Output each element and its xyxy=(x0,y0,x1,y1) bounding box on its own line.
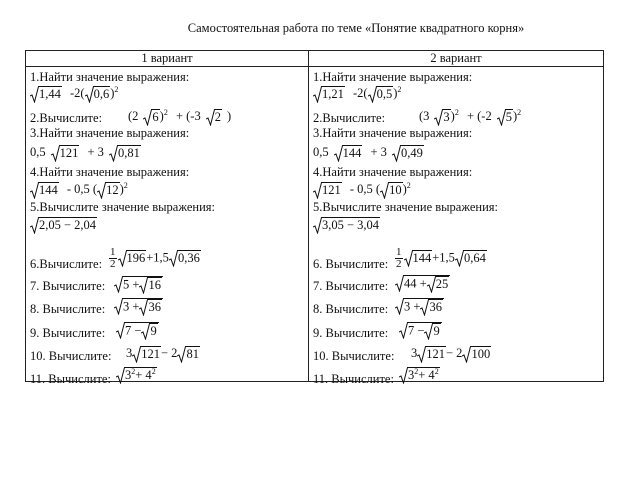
radical xyxy=(434,109,450,126)
radicand: 10 xyxy=(389,182,402,197)
radical xyxy=(116,322,159,340)
radical xyxy=(30,217,97,234)
radicand: 2,05 − 2,04 xyxy=(39,217,97,232)
expr-part: +1,5 xyxy=(146,250,169,265)
radical xyxy=(51,145,80,162)
radicand: 6 xyxy=(152,109,159,124)
radical xyxy=(427,276,450,293)
expr-part: 7 − xyxy=(125,323,142,338)
variant-1-header: 1 вариант xyxy=(26,51,309,67)
task-7-expression xyxy=(395,275,450,293)
radical xyxy=(177,346,200,363)
radical xyxy=(313,86,345,103)
radical xyxy=(30,182,59,199)
expr-part: - 0,5 ( xyxy=(66,182,98,196)
header-row xyxy=(26,51,604,67)
expr-part: 0,5 xyxy=(30,145,46,159)
radical xyxy=(420,299,443,316)
expr-part: 3 xyxy=(125,367,132,382)
task-6-expression xyxy=(109,247,201,270)
exponent: 2 xyxy=(454,107,459,117)
task-11-expression xyxy=(399,366,440,384)
task-9-expression xyxy=(116,322,159,340)
task-1-text: 1.Найти значение выражения: xyxy=(313,70,473,84)
task-5-text: 5.Вычислите значение выражения: xyxy=(30,200,215,214)
task-6-text: 6.Вычислите: xyxy=(30,257,103,271)
radical xyxy=(497,109,513,126)
radical xyxy=(313,182,342,199)
radicand: 0,49 xyxy=(400,145,423,160)
task-11-expression xyxy=(116,366,157,384)
radical xyxy=(139,277,162,294)
task-5-expression xyxy=(30,216,97,234)
expr-part: ) xyxy=(402,182,407,196)
task-2-text: 2.Вычислите: xyxy=(30,111,103,125)
exponent: 2 xyxy=(406,180,411,190)
radical xyxy=(206,109,222,126)
task-4-expression xyxy=(313,181,411,199)
radicand: 196 xyxy=(126,251,146,265)
expr-part: -2( xyxy=(70,86,85,100)
fraction xyxy=(109,247,117,270)
radicand xyxy=(407,367,440,384)
task-8-text: 8. Вычислите: xyxy=(313,302,389,316)
expr-part: + 4 xyxy=(135,367,152,382)
expr-part: ) xyxy=(159,109,164,123)
expr-part: ) xyxy=(110,86,115,100)
task-10-text: 10. Вычислите: xyxy=(30,349,112,363)
fraction xyxy=(395,247,403,270)
radical xyxy=(380,182,403,199)
task-7-text: 7. Вычислите: xyxy=(313,279,389,293)
radicand xyxy=(124,367,157,384)
exponent: 2 xyxy=(114,84,119,94)
expr-part: ) xyxy=(119,182,124,196)
exponent: 2 xyxy=(123,180,128,190)
expr-part: − 2 xyxy=(446,346,463,360)
radical xyxy=(313,217,380,234)
radical xyxy=(404,250,433,267)
radicand: 16 xyxy=(148,278,161,293)
task-8-expression xyxy=(395,298,444,316)
expr-part: 3 xyxy=(408,367,415,382)
radicand: 1,44 xyxy=(39,86,61,101)
radicand: 81 xyxy=(186,346,199,361)
task-10-expression xyxy=(411,345,491,363)
expr-part: + 3 xyxy=(87,145,104,159)
worksheet-table xyxy=(25,50,604,386)
expr-part: − 2 xyxy=(161,346,178,360)
task-1-expression xyxy=(313,85,401,103)
expr-part: ) xyxy=(512,109,518,123)
exponent: 2 xyxy=(151,366,156,376)
expr-part: ) xyxy=(226,109,232,123)
radical xyxy=(85,86,111,103)
radicand: 0,81 xyxy=(117,145,140,160)
exponent: 2 xyxy=(163,107,168,117)
task-5-expression xyxy=(313,216,380,234)
expr-part: -2( xyxy=(353,86,368,100)
denominator: 2 xyxy=(110,258,116,270)
radicand: 0,64 xyxy=(463,251,486,265)
task-3-expression xyxy=(30,144,141,162)
radical xyxy=(417,346,446,363)
expr-part: ) xyxy=(393,86,398,100)
radical xyxy=(116,367,157,384)
radicand: 121 xyxy=(426,346,445,361)
radicand: 121 xyxy=(59,145,79,160)
radicand: 0,5 xyxy=(376,86,393,101)
radicand: 1,21 xyxy=(322,86,344,101)
radical xyxy=(109,145,141,162)
radical xyxy=(424,323,440,340)
radicand: 36 xyxy=(429,300,442,315)
expr-part: - 0,5 ( xyxy=(349,182,381,196)
expr-part: +1,5 xyxy=(432,250,455,265)
numerator: 1 xyxy=(110,246,116,258)
variant-1-cell xyxy=(26,67,309,386)
radicand: 100 xyxy=(471,346,491,361)
task-9-expression xyxy=(399,322,442,340)
task-8-text: 8. Вычислите: xyxy=(30,302,106,316)
radicand: 121 xyxy=(141,346,160,361)
radicand: 0,36 xyxy=(177,251,200,265)
task-1-expression xyxy=(30,85,118,103)
denominator: 2 xyxy=(396,258,402,270)
task-9-text: 9. Вычислите: xyxy=(313,326,389,340)
expr-part: 44 + xyxy=(404,276,427,291)
expr-part: 5 + xyxy=(123,277,140,292)
task-6-text: 6. Вычислите: xyxy=(313,257,389,271)
radical xyxy=(97,182,120,199)
task-7-text: 7. Вычислите: xyxy=(30,279,106,293)
task-7-expression xyxy=(114,276,163,294)
expr-part: + (-2 xyxy=(466,109,492,123)
radical xyxy=(399,322,442,340)
expr-part: 3 xyxy=(411,346,418,360)
expr-part: 3 xyxy=(126,346,133,360)
radicand: 2 xyxy=(214,109,221,124)
radicand xyxy=(124,322,159,340)
task-1-text: 1.Найти значение выражения: xyxy=(30,70,190,84)
numerator: 1 xyxy=(396,246,402,258)
exponent: 2 xyxy=(414,366,419,376)
exponent: 2 xyxy=(397,84,402,94)
task-10-expression xyxy=(126,345,200,363)
radical xyxy=(139,299,162,316)
variant-2-column xyxy=(309,67,603,386)
task-3-text: 3.Найти значение выражения: xyxy=(30,126,190,140)
radical xyxy=(395,275,450,293)
task-8-expression xyxy=(114,298,163,316)
radicand: 9 xyxy=(433,324,440,339)
radical xyxy=(455,250,487,267)
radical xyxy=(169,250,201,267)
expr-part: 3 + xyxy=(404,299,421,314)
radical xyxy=(118,250,147,267)
expr-part: + (-3 xyxy=(175,109,201,123)
radical xyxy=(334,145,363,162)
task-9-text: 9. Вычислите: xyxy=(30,326,106,340)
radicand: 3,05 − 3,04 xyxy=(322,217,380,232)
expr-part: ) xyxy=(450,109,455,123)
task-11-text: 11. Вычислите: xyxy=(313,372,394,386)
radical xyxy=(114,276,163,294)
radical xyxy=(143,109,159,126)
variant-1-column xyxy=(26,67,308,386)
radicand: 121 xyxy=(322,182,341,197)
radical xyxy=(392,145,424,162)
radical xyxy=(399,367,440,384)
page-title: Самостоятельная работа по теме «Понятие квадратного корня» xyxy=(187,21,525,35)
task-2-expression xyxy=(419,108,521,126)
radicand: 25 xyxy=(435,277,449,292)
radicand: 9 xyxy=(150,324,157,339)
task-6-expression xyxy=(395,247,487,270)
expr-part: 7 − xyxy=(408,323,425,338)
expr-part: + 4 xyxy=(418,367,435,382)
task-11-text: 11. Вычислите: xyxy=(30,372,111,386)
expr-part: (2 xyxy=(128,109,139,123)
radicand xyxy=(403,298,444,316)
radical xyxy=(462,346,491,363)
task-4-text: 4.Найти значение выражения: xyxy=(313,165,473,179)
radicand: 12 xyxy=(106,182,119,197)
exponent: 2 xyxy=(131,366,136,376)
task-4-expression xyxy=(30,181,128,199)
task-3-text: 3.Найти значение выражения: xyxy=(313,126,473,140)
radicand: 36 xyxy=(148,300,161,315)
radicand: 144 xyxy=(342,145,362,160)
variant-2-cell xyxy=(309,67,604,386)
task-4-text: 4.Найти значение выражения: xyxy=(30,165,190,179)
radicand xyxy=(403,275,450,293)
radicand: 144 xyxy=(39,182,58,197)
task-3-expression xyxy=(313,144,424,162)
content-row xyxy=(26,67,604,382)
radical xyxy=(141,323,157,340)
radical xyxy=(30,86,62,103)
radicand: 0,6 xyxy=(93,86,110,101)
radical xyxy=(114,298,163,316)
variant-2-header: 2 вариант xyxy=(309,51,604,67)
expr-part: (3 xyxy=(419,109,430,123)
task-10-text: 10. Вычислите: xyxy=(313,349,395,363)
radicand: 144 xyxy=(412,251,432,265)
radicand: 3 xyxy=(443,109,450,124)
radicand xyxy=(122,298,163,316)
radical xyxy=(132,346,161,363)
expr-part: 3 + xyxy=(123,299,140,314)
exponent: 2 xyxy=(517,107,522,117)
task-2-text: 2.Вычислите: xyxy=(313,111,386,125)
expr-part: + 3 xyxy=(370,145,387,159)
radicand xyxy=(122,276,163,294)
radical xyxy=(368,86,394,103)
expr-part: 0,5 xyxy=(313,145,329,159)
radicand xyxy=(407,322,442,340)
radicand: 5 xyxy=(505,109,512,124)
exponent: 2 xyxy=(434,366,439,376)
task-2-expression xyxy=(128,108,231,126)
task-5-text: 5.Вычислите значение выражения: xyxy=(313,200,498,214)
radical xyxy=(395,298,444,316)
